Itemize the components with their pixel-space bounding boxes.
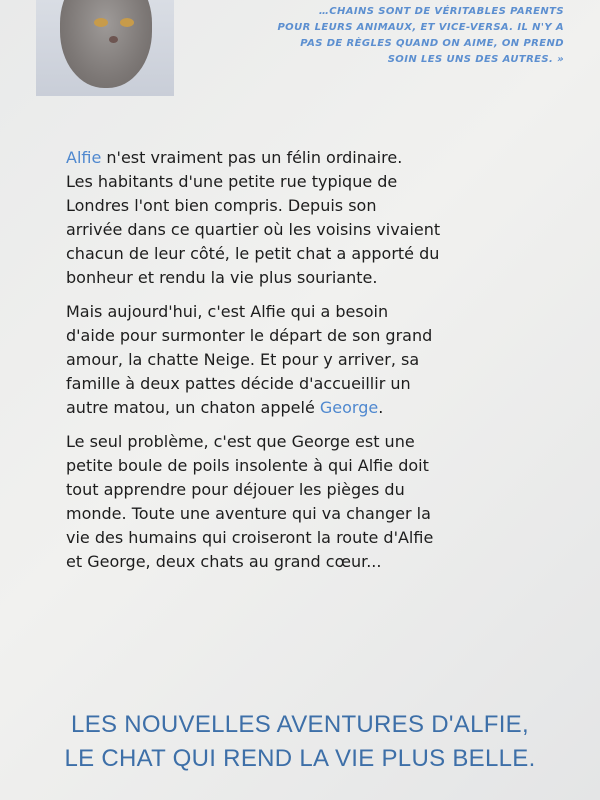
quote-line: …CHAINS SONT DE VÉRITABLES PARENTS	[318, 6, 564, 17]
paragraph-line: Londres l'ont bien compris. Depuis son	[66, 196, 377, 215]
cat-left-eye	[94, 18, 108, 27]
paragraph-line: tout apprendre pour déjouer les pièges du	[66, 480, 405, 499]
paragraph-line: et George, deux chats au grand cœur...	[66, 552, 382, 571]
paragraph-line: amour, la chatte Neige. Et pour y arriver, sa	[66, 350, 420, 369]
line-end: .	[378, 398, 384, 417]
paragraph-3	[66, 430, 492, 574]
highlight-alfie: Alfie	[66, 148, 102, 167]
paragraph-line: petite boule de poils insolente à qui Alfie doit	[66, 456, 429, 475]
paragraph-line: chacun de leur côté, le petit chat a apporté du	[66, 244, 440, 263]
paragraph-line: Mais aujourd'hui, c'est Alfie qui a besoin	[66, 302, 389, 321]
highlight-george: George	[319, 398, 379, 417]
back-cover-blurb	[66, 146, 492, 584]
quote-line: POUR LEURS ANIMAUX, ET VICE-VERSA. IL N'Y A	[277, 22, 564, 33]
cat-nose	[109, 36, 118, 43]
paragraph-line	[66, 146, 492, 170]
cat-photo	[36, 0, 174, 96]
paragraph-1	[66, 146, 492, 290]
line-text: autre matou, un chaton appelé	[66, 398, 320, 417]
paragraph-line: Le seul problème, c'est que George est une	[66, 432, 415, 451]
paragraph-line: vie des humains qui croiseront la route d'Alfie	[66, 528, 434, 547]
paragraph-line: d'aide pour surmonter le départ de son grand	[66, 326, 433, 345]
paragraph-line: monde. Toute une aventure qui va changer la	[66, 504, 431, 523]
cat-head	[60, 0, 152, 88]
quote-line: SOIN LES UNS DES AUTRES. »	[387, 54, 564, 65]
tagline-line-1: LES NOUVELLES AVENTURES D'ALFIE,	[71, 711, 529, 738]
paragraph-line: arrivée dans ce quartier où les voisins vivaient	[66, 220, 441, 239]
line-text: n'est vraiment pas un félin ordinaire.	[101, 148, 403, 167]
pull-quote	[188, 4, 564, 68]
paragraph-line: famille à deux pattes décide d'accueillir un	[66, 374, 411, 393]
cat-right-eye	[120, 18, 134, 27]
paragraph-2	[66, 300, 492, 420]
paragraph-line	[66, 396, 492, 420]
paragraph-line: bonheur et rendu la vie plus souriante.	[66, 268, 378, 287]
tagline	[30, 708, 570, 776]
quote-line: PAS DE RÈGLES QUAND ON AIME, ON PREND	[300, 38, 564, 49]
paragraph-line: Les habitants d'une petite rue typique de	[66, 172, 398, 191]
tagline-line-2: LE CHAT QUI REND LA VIE PLUS BELLE.	[64, 745, 536, 772]
